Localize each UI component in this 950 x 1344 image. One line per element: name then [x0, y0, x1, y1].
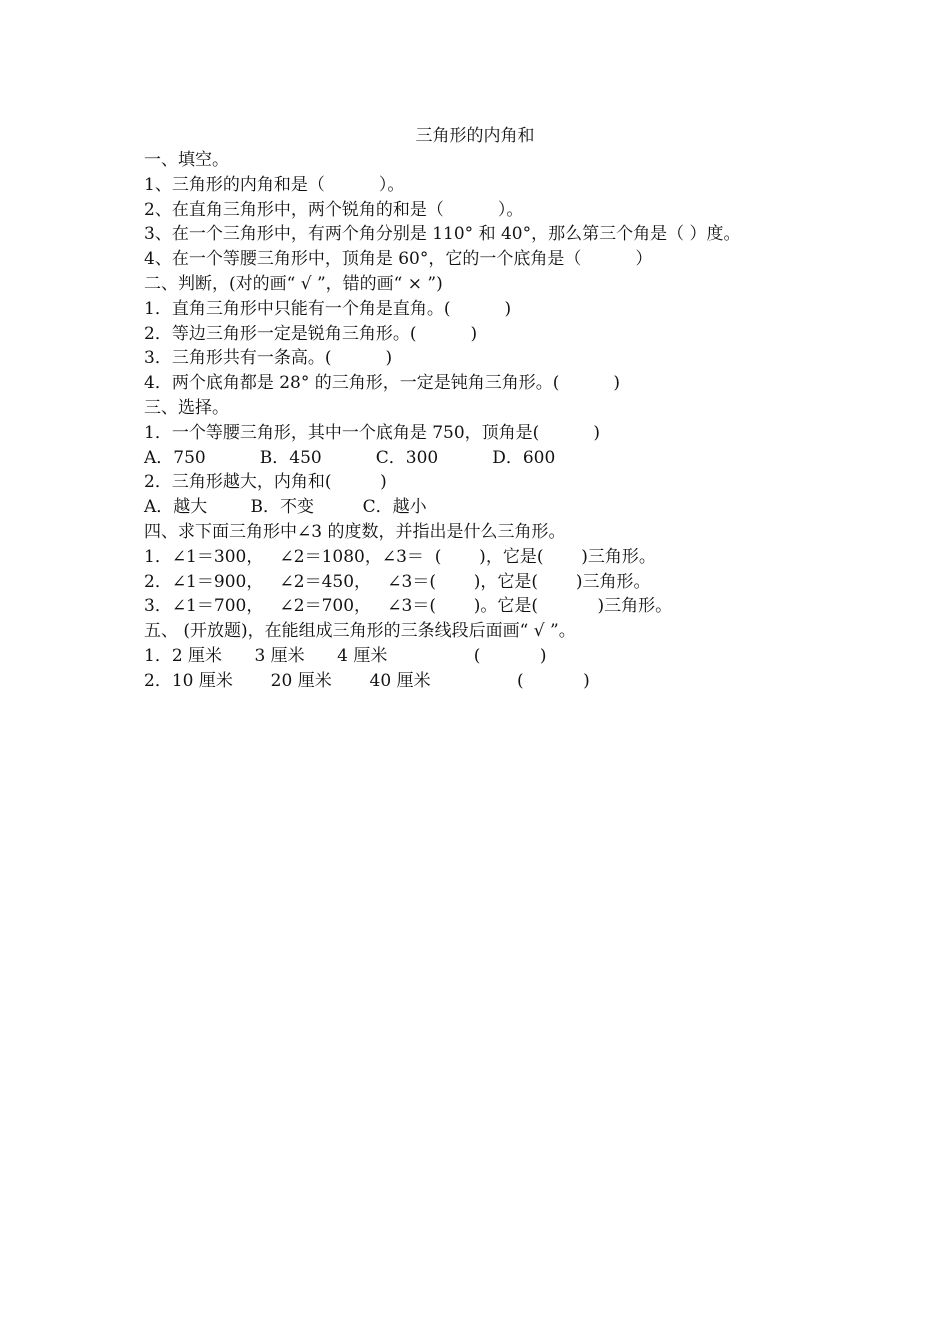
- fill-question-3: 3、在一个三角形中，有两个角分别是 110° 和 40°，那么第三个角是（ ）度。: [144, 224, 741, 245]
- choice-question-2: 2．三角形越大，内角和( ): [144, 472, 387, 493]
- judge-question-4: 4．两个底角都是 28° 的三角形，一定是钝角三角形。( ): [144, 373, 621, 394]
- angle-question-1: 1．∠1＝300， ∠2＝1080，∠3＝ ( )，它是( )三角形。: [144, 546, 656, 567]
- angle-question-2: 2．∠1＝900， ∠2＝450， ∠3＝( )，它是( )三角形。: [144, 571, 651, 592]
- fill-question-1: 1、三角形的内角和是（ ）。: [144, 174, 405, 195]
- judge-question-2: 2．等边三角形一定是锐角三角形。( ): [144, 323, 478, 344]
- fill-question-2: 2、在直角三角形中，两个锐角的和是（ ）。: [144, 199, 524, 220]
- judge-question-3: 3．三角形共有一条高。( ): [144, 348, 393, 369]
- open-question-2: 2．10 厘米 20 厘米 40 厘米 ( ): [144, 670, 590, 691]
- angle-question-3: 3．∠1＝700， ∠2＝700， ∠3＝( )。它是( )三角形。: [144, 596, 673, 617]
- choice-options-2: A．越大 B．不变 C．越小: [144, 497, 427, 518]
- open-question-1: 1．2 厘米 3 厘米 4 厘米 ( ): [144, 645, 547, 666]
- worksheet-content: [144, 148, 824, 694]
- page-title: 三角形的内角和: [415, 126, 535, 146]
- section-choice-heading: 三、选择。: [144, 397, 229, 418]
- section-angle-heading: 四、求下面三角形中∠3 的度数，并指出是什么三角形。: [144, 521, 566, 542]
- fill-question-4: 4、在一个等腰三角形中，顶角是 60°，它的一个底角是（ ）: [144, 249, 653, 270]
- judge-question-1: 1．直角三角形中只能有一个角是直角。( ): [144, 298, 512, 319]
- choice-options-1: A．750 B．450 C．300 D．600: [144, 447, 556, 468]
- section-judge-heading: 二、判断，(对的画“ √ ”，错的画“ × ”): [144, 273, 443, 294]
- choice-question-1: 1．一个等腰三角形，其中一个底角是 750，顶角是( ): [144, 422, 600, 443]
- section-open-question-heading: 五、 (开放题)，在能组成三角形的三条线段后面画“ √ ”。: [144, 621, 576, 642]
- section-fill-in-heading: 一、填空。: [144, 150, 229, 170]
